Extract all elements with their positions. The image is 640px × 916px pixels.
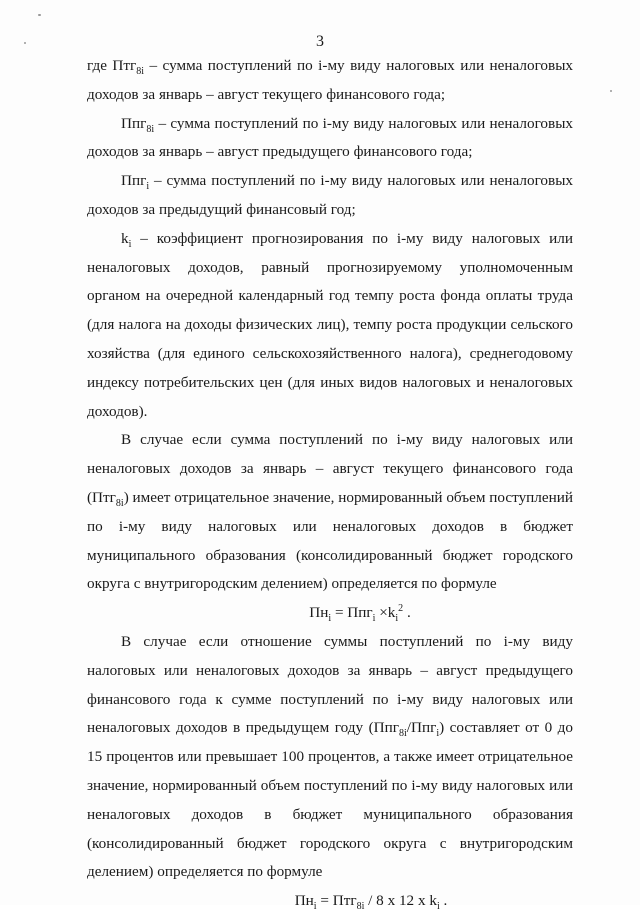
text-run: / 8 х 12 х k [364,892,437,910]
definition-ppgi [87,167,573,225]
text-run: Пн [294,892,314,910]
text-run: k [121,229,129,247]
subscript: i [313,901,317,913]
text-run: ×k [375,604,396,622]
subscript: i [328,613,332,625]
subscript: i [372,613,376,625]
text-run: – сумма поступлений по i-му виду налоговых или неналоговых доходов за предыдущий финансовый год; [87,172,573,218]
subscript: 8i [136,66,145,78]
definition-ki [87,225,573,427]
scan-speck [610,90,612,92]
text-run: – сумма поступлений по i-му виду налоговых или неналоговых доходов за январь – август предыдущего финансового года; [87,114,573,161]
text-run: – сумма поступлений по i-му виду налоговых или неналоговых доходов за январь – август текущего финансового года; [87,57,573,103]
text-run: . [403,604,411,622]
text-run: ) составляет от 0 до 15 процентов или превышает 100 процентов, а также имеет отрицательное значение, нормированный объем поступлений по i-му виду налоговых или неналоговых доходов в бюджет муниципального образования (консолидированный бюджет городского округа с внутригородским делением) определяется по формуле [87,719,573,881]
document-body [87,52,573,916]
subscript: i [395,613,399,625]
subscript: 8i [398,728,407,740]
subscript: i [436,901,440,913]
subscript: 8i [115,497,124,509]
page-number: 3 [316,33,324,50]
text-run: Пн [309,604,329,622]
text-run: . [439,892,448,910]
definition-ptg8i [87,52,573,110]
subscript: 8i [146,123,155,135]
text-run: /Ппг [406,719,437,737]
subscript: i [146,181,150,193]
text-run: = Ппг [331,604,373,622]
formula-1 [147,599,573,628]
definition-ppg8i [87,110,573,168]
formula-2 [169,887,573,916]
condition-paragraph-1 [87,426,573,599]
text-run: где Птг [87,57,137,74]
subscript: i [436,728,440,740]
text-run: = Птг [316,892,357,910]
subscript: 8i [356,901,365,913]
text-run: Ппг [121,114,147,132]
condition-paragraph-2 [87,628,573,887]
text-run: ) имеет отрицательное значение, нормированный объем поступлений по i-му виду налоговых или неналоговых доходов в бюджет муниципального образования (консолидированный бюджет городского округа с внутригородским делением) определяется по формуле [87,488,573,593]
text-run: Ппг [121,172,147,190]
superscript: 2 [398,603,404,615]
scan-speck [38,14,41,16]
text-run: В случае если отношение суммы поступлений по i-му виду налоговых или неналоговых доходов за январь – август предыдущего финансового года к сумме поступлений по i-му виду налоговых или неналоговых доходов в предыдущем году (Ппг [87,632,573,737]
text-run: – коэффициент прогнозирования по i-му виду налоговых или неналоговых доходов, равный прогнозируемому уполномоченным органом на очередной календарный год темпу роста фонда оплаты труда (для налога на доходы физических лиц), темпу роста продукции сельского хозяйства (для единого сельскохозяйственного налога), среднегодовому индексу потребительских цен (для иных видов налоговых и неналоговых доходов). [87,229,573,420]
subscript: i [128,238,132,250]
text-run: В случае если сумма поступлений по i-му виду налоговых или неналоговых доходов за январь – август текущего финансового года (Птг [87,431,573,506]
